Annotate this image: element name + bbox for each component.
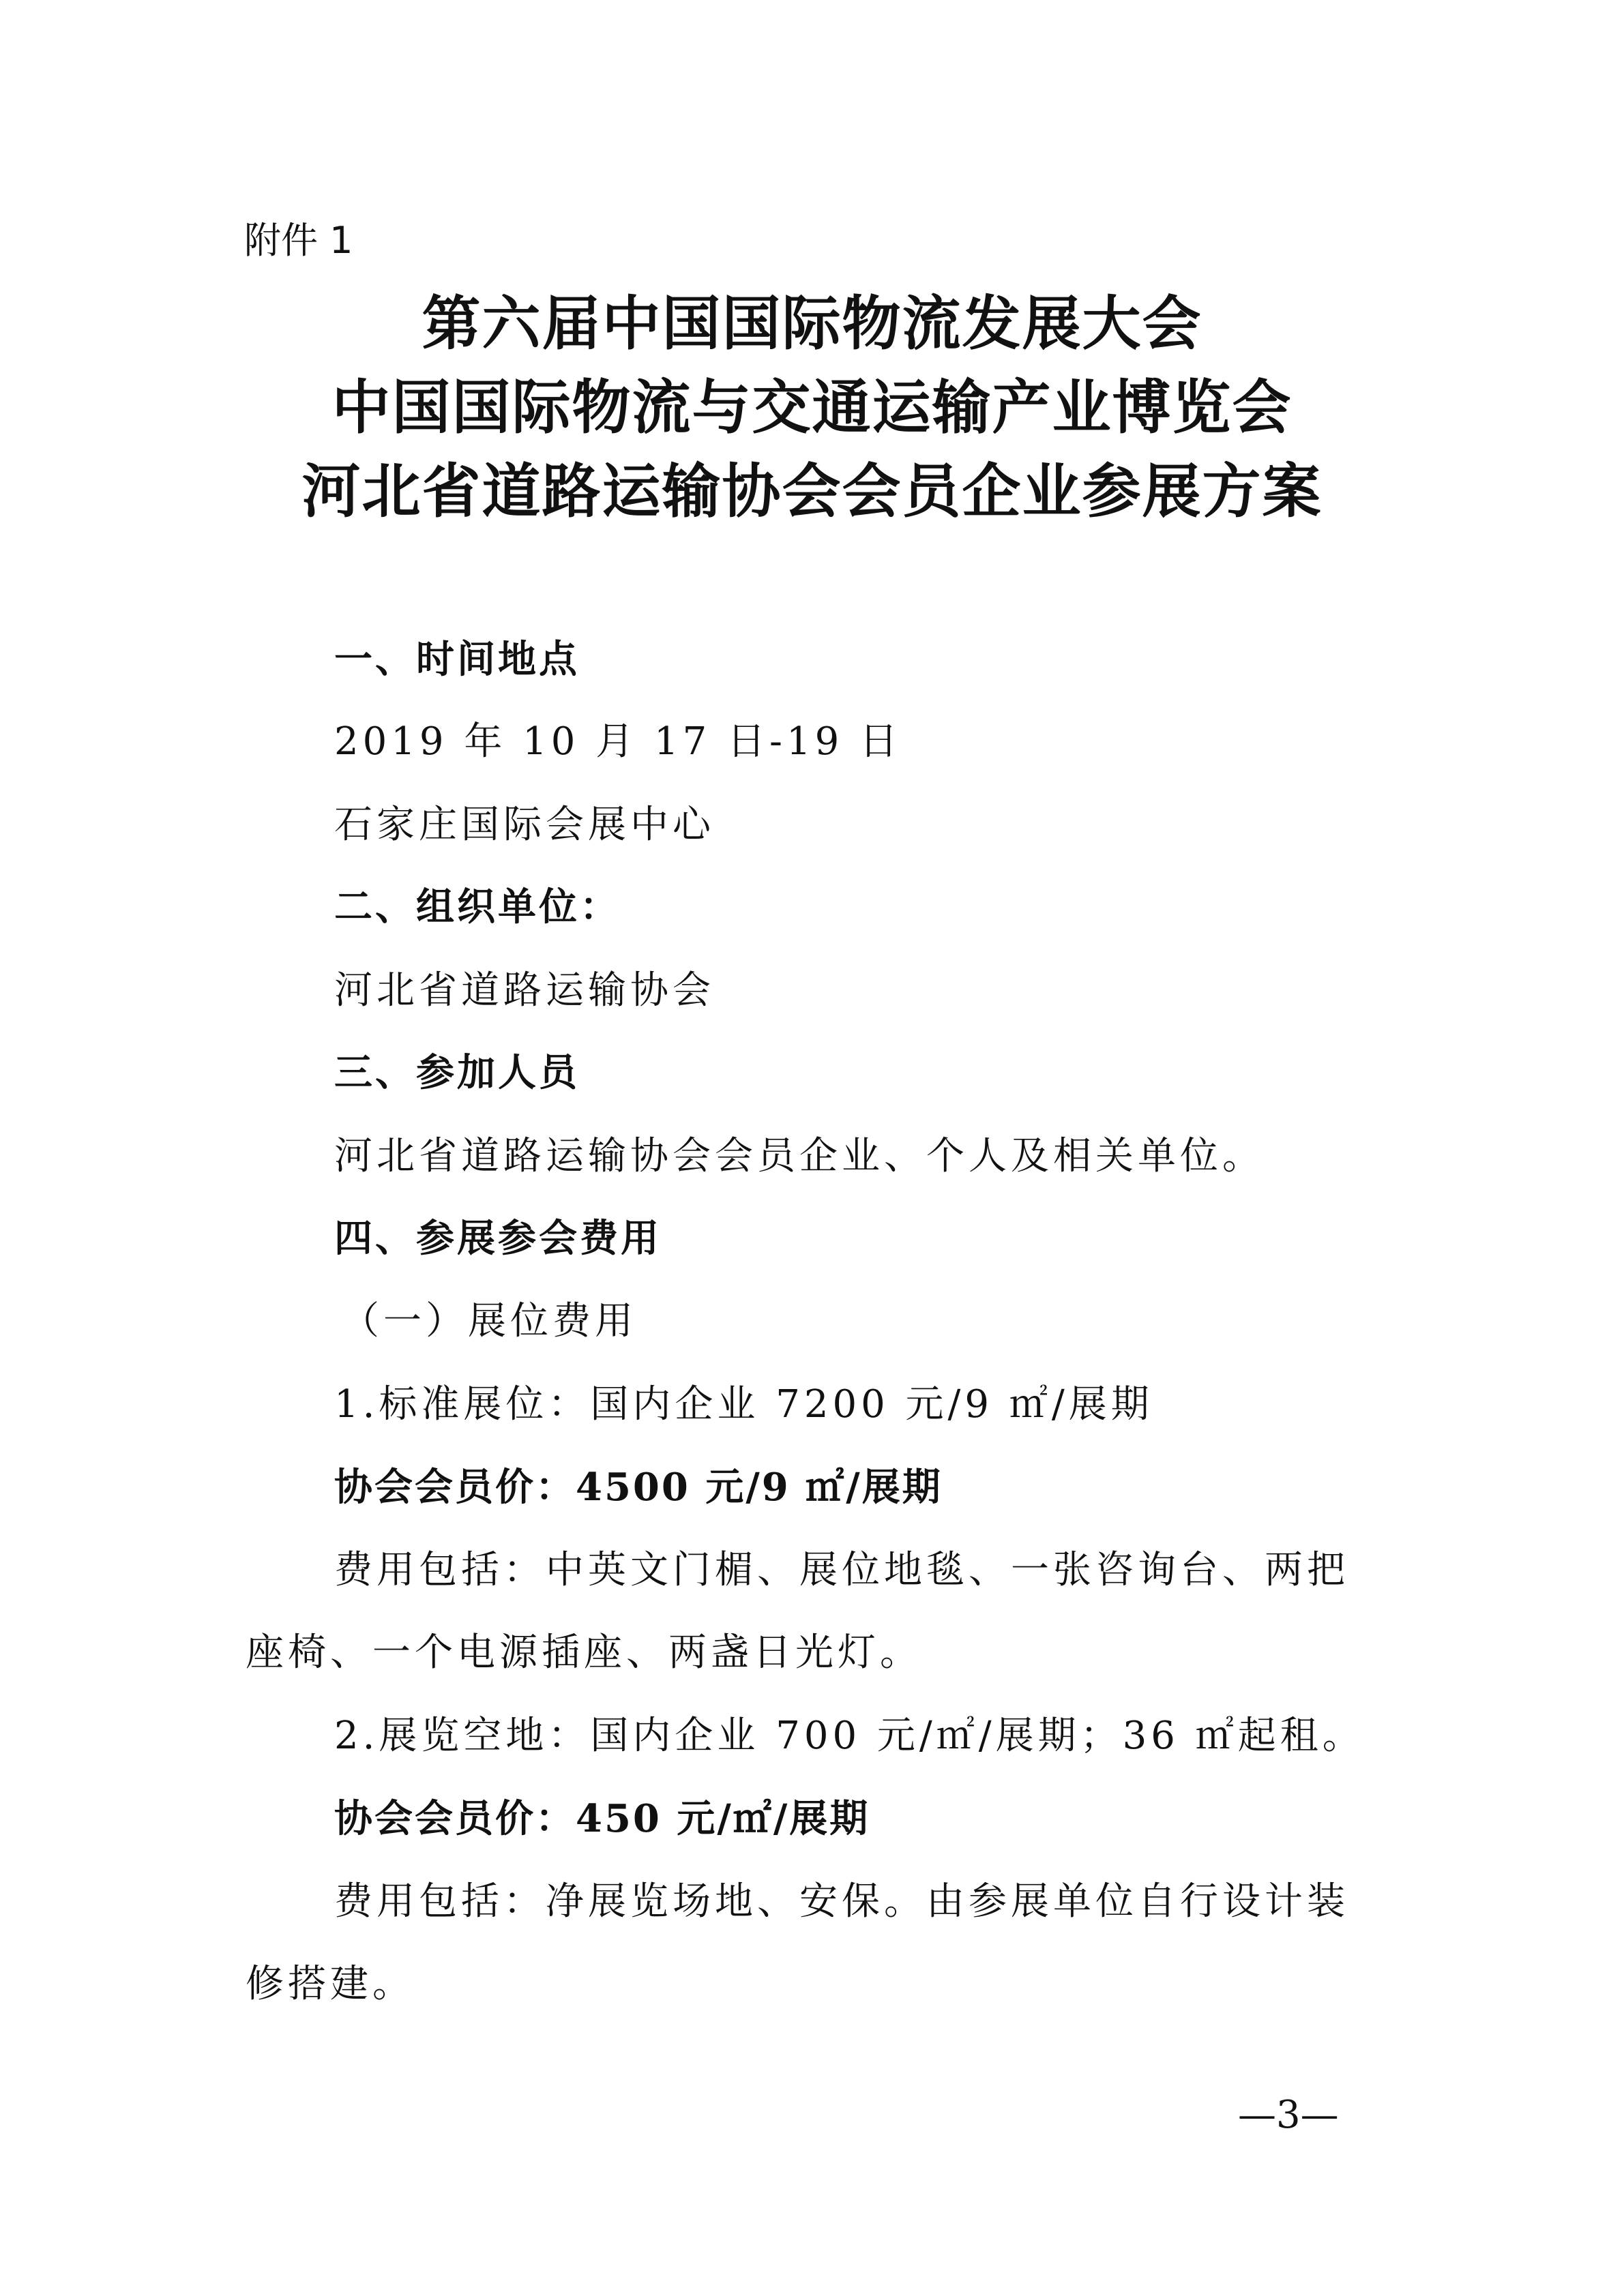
section-heading-fees: 四、参展参会费用 — [334, 1217, 662, 1261]
standard-booth-price: 1.标准展位：国内企业 7200 元/9 ㎡/展期 — [334, 1382, 1153, 1427]
raw-space-price: 2.展览空地：国内企业 700 元/㎡/展期；36 ㎡起租。 — [334, 1714, 1365, 1758]
attachment-label: 附件 1 — [244, 219, 353, 262]
raw-space-includes-line-2: 修搭建。 — [246, 1962, 415, 2006]
title-line-3: 河北省道路运输协会会员企业参展方案 — [301, 457, 1323, 526]
title-line-1: 第六届中国国际物流发展大会 — [422, 289, 1202, 358]
standard-booth-includes-line-1: 费用包括：中英文门楣、展位地毯、一张咨询台、两把 — [334, 1548, 1349, 1592]
section-heading-time-place: 一、时间地点 — [334, 638, 580, 682]
section-heading-participants: 三、参加人员 — [334, 1051, 580, 1095]
page-number: —3— — [1238, 2093, 1339, 2137]
participants-text: 河北省道路运输协会会员企业、个人及相关单位。 — [334, 1134, 1265, 1178]
subsection-booth-fees: （一）展位费用 — [341, 1299, 637, 1343]
organizer-name: 河北省道路运输协会 — [334, 968, 715, 1013]
title-line-2: 中国国际物流与交通运输产业博览会 — [331, 373, 1293, 442]
standard-booth-member-price: 协会会员价：4500 元/9 ㎡/展期 — [334, 1465, 943, 1510]
raw-space-includes-line-1: 费用包括：净展览场地、安保。由参展单位自行设计装 — [334, 1879, 1349, 1924]
event-date: 2019 年 10 月 17 日-19 日 — [334, 719, 902, 764]
section-heading-organizer: 二、组织单位： — [334, 885, 621, 929]
raw-space-member-price: 协会会员价：450 元/㎡/展期 — [334, 1796, 870, 1841]
standard-booth-includes-line-2: 座椅、一个电源插座、两盏日光灯。 — [246, 1630, 922, 1675]
event-venue: 石家庄国际会展中心 — [334, 803, 715, 847]
